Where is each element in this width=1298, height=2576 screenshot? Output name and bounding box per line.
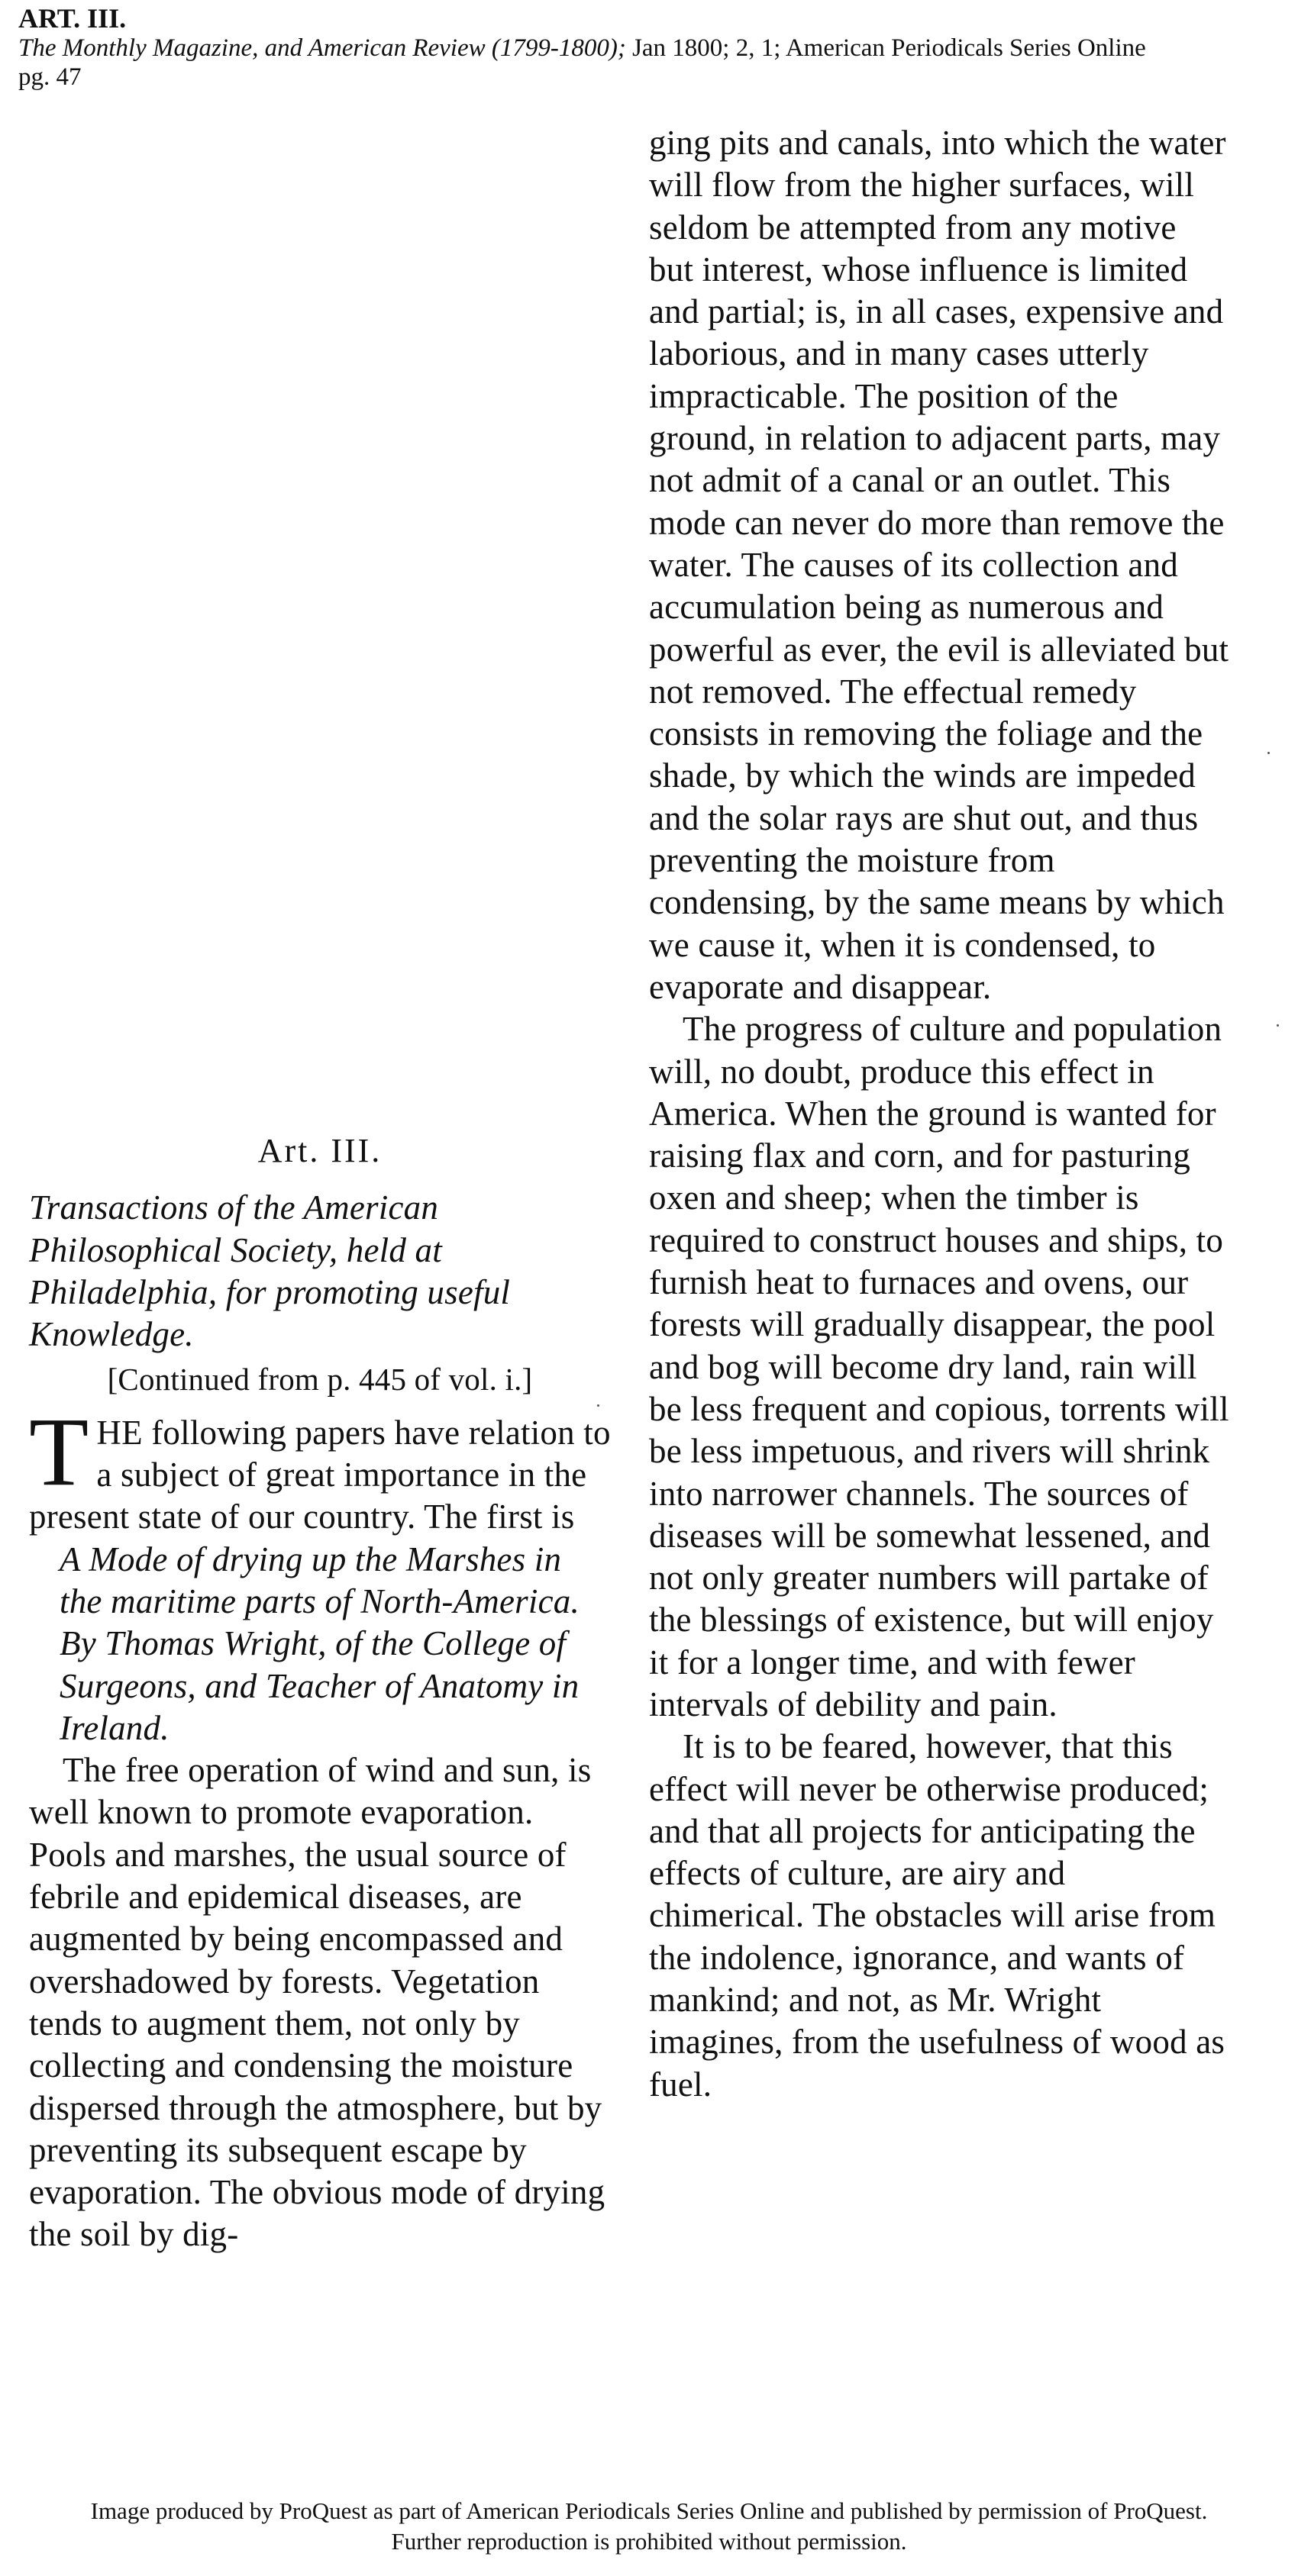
article-title: Transactions of the American Philosophical Society, held at Philadelphia, for promoting useful Knowledge. (29, 1188, 511, 1354)
footer-line-2: Further reproduction is prohibited without permission. (391, 2528, 907, 2555)
scan-speck (597, 1404, 599, 1407)
page-number: pg. 47 (18, 63, 82, 91)
citation-header (18, 3, 1286, 92)
left-column (29, 1130, 611, 2256)
continued-note: [Continued from p. 445 of vol. i.] (107, 1362, 533, 1398)
citation-line (18, 34, 1286, 63)
scan-speck (1267, 752, 1270, 754)
article-label: ART. III. (18, 3, 127, 34)
body-paragraph-4: It is to be feared, however, that this effect will never be otherwise produced; and that all projects for anticipating the effects of culture, are airy and chimerical. The obstacles will arise from the indolence, ignorance, and wants of mankind; and not, as Mr. Wright imagines, from the usefulness of wood as fuel. (649, 1727, 1225, 2104)
intro-text: HE following papers have relation to a subject of great importance in the present state of our country. The first is (29, 1413, 611, 1536)
footer-line-1: Image produced by ProQuest as part of American Periodicals Series Online and published by permission of ProQuest. (90, 2497, 1208, 2524)
footer (0, 2496, 1298, 2557)
right-column (649, 122, 1229, 2106)
paper-title: A Mode of drying up the Marshes in the maritime parts of North-America. By Thomas Wright, of the College of Surgeons, and Teacher of Anatomy in Ireland. (60, 1539, 580, 1747)
intro-paragraph (29, 1397, 611, 1539)
source-details: Jan 1800; 2, 1; American Periodicals Series Online (625, 34, 1146, 62)
article-heading: Art. III. (257, 1132, 383, 1169)
body-paragraph-2: ging pits and canals, into which the water will flow from the higher surfaces, will seldom be attempted from any motive but interest, whose influence is limited and partial; is, in all cases, expensive and laborious, and in many cases utterly impracticable. The position of the ground, in relation to adjacent parts, may not admit of a canal or an outlet. This mode can never do more than remove the water. The causes of its collection and accumulation being as numerous and powerful as ever, the evil is alleviated but not removed. The effectual remedy consists in removing the foliage and the shade, by which the winds are impeded and the solar rays are shut out, and thus preventing the moisture from condensing, by the same means by which we cause it, when it is condensed, to evaporate and disappear. (649, 124, 1229, 1006)
body-paragraph-3: The progress of culture and population will, no doubt, produce this effect in America. When the ground is wanted for raising flax and corn, and for pasturing oxen and sheep; when the timber is required to construct houses and ships, to furnish heat to furnaces and ovens, our forests will gradually disappear, the pool and bog will become dry land, rain will be less frequent and copious, torrents will be less impetuous, and rivers will shrink into narrower channels. The sources of diseases will be somewhat lessened, and not only greater numbers will partake of the blessings of existence, but will enjoy it for a longer time, and with fewer intervals of debility and pain. (649, 1010, 1229, 1723)
body-paragraph-1: The free operation of wind and sun, is well known to promote evaporation. Pools and marshes, the usual source of febrile and epidemical diseases, are augmented by being encompassed and overshadowed by forests. Vegetation tends to augment them, not only by collecting and condensing the moisture dispersed through the atmosphere, but by preventing its subsequent escape by evaporation. The obvious mode of drying the soil by dig- (29, 1751, 605, 2254)
drop-cap: T (29, 1397, 89, 1506)
scan-speck (1277, 1024, 1279, 1027)
source-title: The Monthly Magazine, and American Review (1799-1800); (18, 34, 626, 62)
